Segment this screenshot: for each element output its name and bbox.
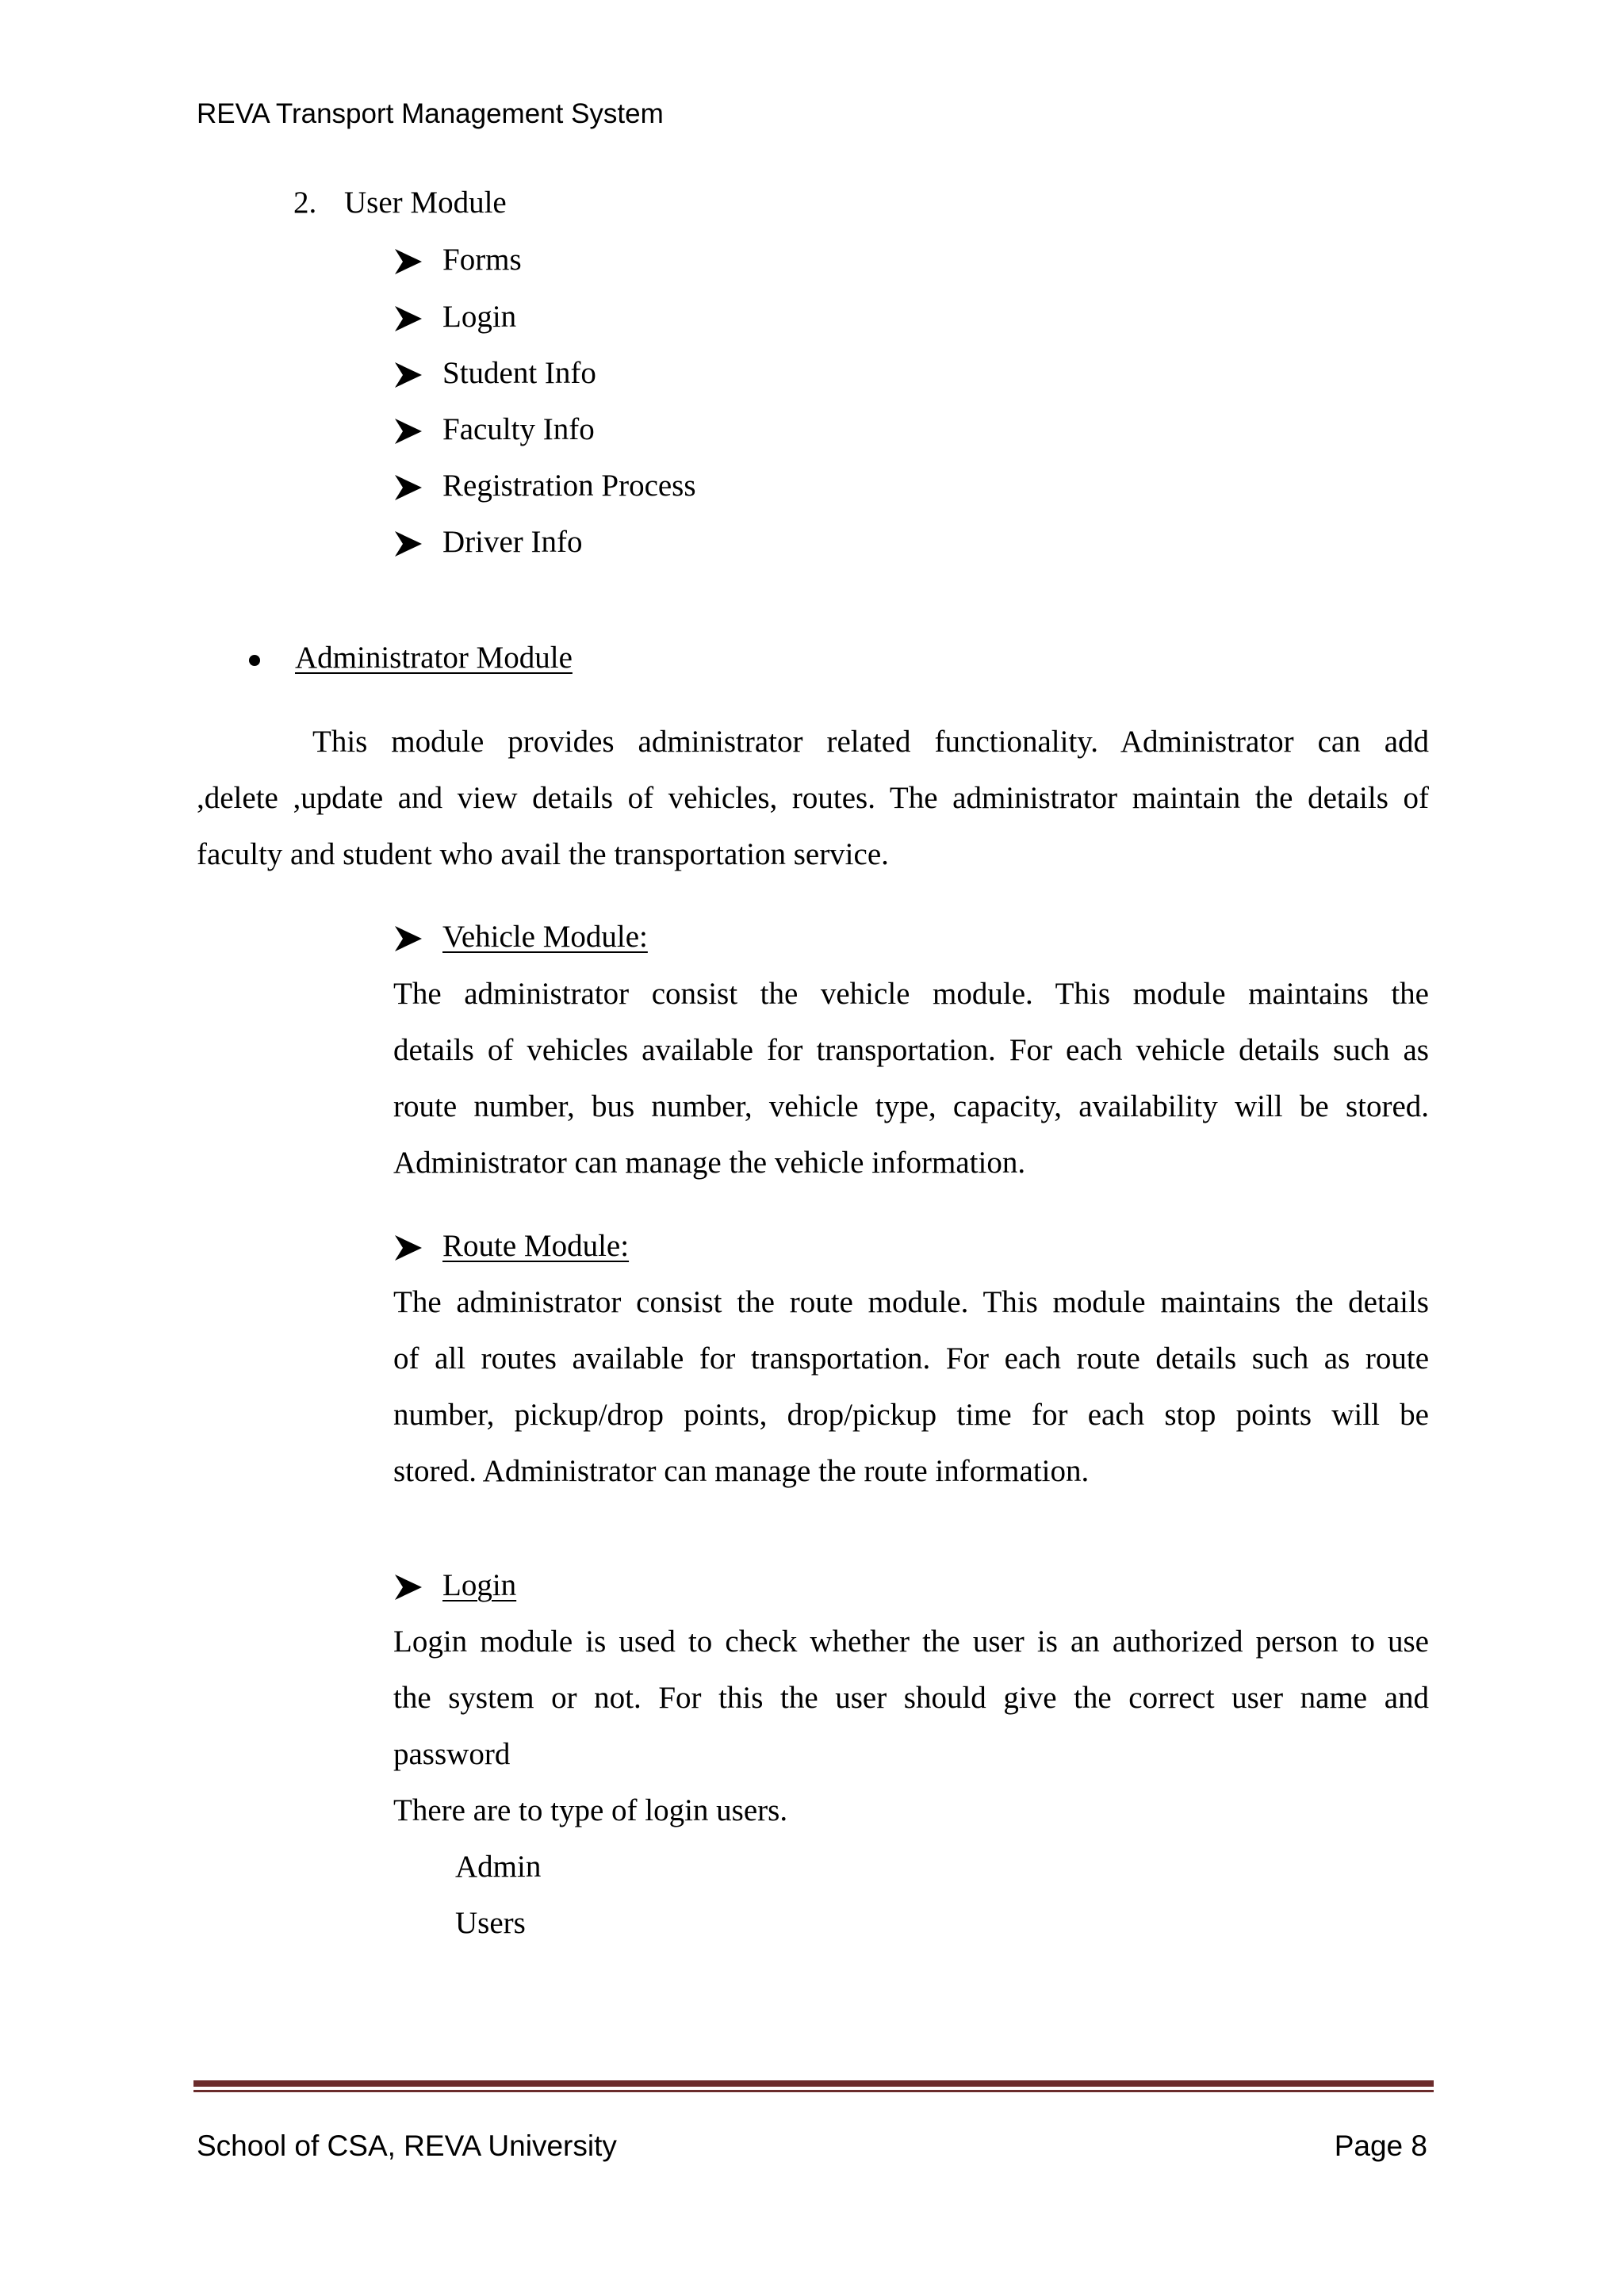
user-module-item: Login	[442, 300, 517, 334]
route-module-line: number, pickup/drop points, drop/pickup time for each stop points will be	[393, 1398, 1429, 1432]
footer-institution: School of CSA, REVA University	[197, 2130, 617, 2162]
vehicle-module-line: route number, bus number, vehicle type, capacity, availability will be stored.	[393, 1089, 1429, 1123]
arrow-bullet-icon	[393, 246, 425, 277]
admin-module-title: Administrator Module	[295, 641, 573, 675]
arrow-bullet-icon	[393, 415, 425, 447]
admin-paragraph-line: ,delete ,update and view details of vehicles, routes. The administrator maintain the details of	[197, 781, 1429, 815]
user-module-item: Forms	[442, 243, 522, 277]
route-module-line: The administrator consist the route module. This module maintains the details	[393, 1285, 1429, 1319]
arrow-bullet-icon	[393, 528, 425, 560]
user-module-number: 2.	[293, 186, 317, 220]
vehicle-module-line: The administrator consist the vehicle module. This module maintains the	[393, 977, 1429, 1011]
arrow-bullet-icon	[393, 303, 425, 335]
arrow-bullet-icon	[393, 472, 425, 503]
user-module-title: User Module	[344, 186, 507, 220]
vehicle-module-line: details of vehicles available for transportation. For each vehicle details such as	[393, 1033, 1429, 1067]
arrow-bullet-icon	[393, 923, 425, 955]
login-type-item: Users	[455, 1906, 526, 1940]
running-header: REVA Transport Management System	[197, 98, 664, 129]
page-number: Page 8	[1334, 2130, 1427, 2162]
route-module-line: stored. Administrator can manage the route information.	[393, 1454, 1090, 1488]
vehicle-module-line: Administrator can manage the vehicle information.	[393, 1146, 1026, 1180]
user-module-item: Driver Info	[442, 525, 583, 559]
user-module-item: Student Info	[442, 356, 596, 390]
arrow-bullet-icon	[393, 359, 425, 391]
login-module-line: password	[393, 1737, 511, 1771]
vehicle-module-title: Vehicle Module:	[442, 920, 648, 954]
route-module-title: Route Module:	[442, 1229, 630, 1263]
login-module-line: Login module is used to check whether the user is an authorized person to use	[393, 1624, 1429, 1659]
login-module-title: Login	[442, 1568, 517, 1602]
route-module-line: of all routes available for transportation. For each route details such as route	[393, 1341, 1429, 1376]
login-type-item: Admin	[455, 1850, 542, 1884]
user-module-item: Registration Process	[442, 469, 696, 503]
footer-rule-thin	[193, 2090, 1434, 2092]
footer-rule	[193, 2080, 1434, 2087]
login-types-intro: There are to type of login users.	[393, 1793, 788, 1827]
admin-paragraph-line: This module provides administrator related functionality. Administrator can add	[312, 725, 1429, 759]
arrow-bullet-icon	[393, 1571, 425, 1603]
arrow-bullet-icon	[393, 1232, 425, 1264]
user-module-item: Faculty Info	[442, 412, 595, 446]
bullet-dot-icon	[249, 655, 260, 666]
admin-paragraph-line: faculty and student who avail the transportation service.	[197, 837, 889, 871]
login-module-line: the system or not. For this the user should give the correct user name and	[393, 1681, 1429, 1715]
